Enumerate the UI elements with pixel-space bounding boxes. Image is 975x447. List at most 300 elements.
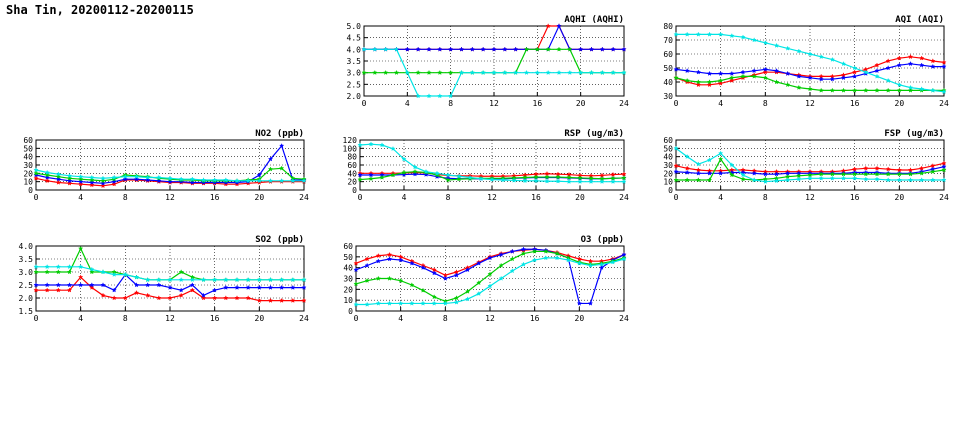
svg-text:24: 24 — [619, 314, 629, 323]
series-marker — [853, 176, 857, 180]
series-marker — [449, 47, 453, 51]
series-marker — [567, 179, 571, 183]
series-marker — [190, 278, 194, 282]
svg-text:0: 0 — [352, 186, 357, 195]
series-marker — [466, 297, 470, 301]
series-marker — [696, 178, 700, 182]
series-marker — [557, 70, 561, 74]
series-marker — [752, 178, 756, 182]
series-marker — [931, 59, 935, 63]
series-marker — [588, 301, 592, 305]
series-marker — [875, 177, 879, 181]
chart-panel-aqi — [650, 12, 950, 112]
series-marker — [707, 32, 711, 36]
svg-text:4.5: 4.5 — [346, 33, 361, 43]
series-marker — [752, 69, 756, 73]
svg-text:30: 30 — [663, 161, 673, 170]
page-title: Sha Tin, 20200112-20200115 — [6, 3, 194, 17]
series-marker — [611, 70, 615, 74]
series-marker — [797, 85, 801, 89]
series-marker — [841, 88, 845, 92]
series-marker — [449, 94, 453, 98]
series-marker — [427, 47, 431, 51]
series-marker — [556, 175, 560, 179]
series-marker — [224, 285, 228, 289]
series-marker — [179, 288, 183, 292]
chart-title: O3 (ppb) — [580, 235, 624, 245]
chart-svg — [330, 12, 630, 112]
series-marker — [446, 173, 450, 177]
series-marker — [246, 285, 250, 289]
series-marker — [524, 70, 528, 74]
series-marker — [67, 270, 71, 274]
series-marker — [730, 34, 734, 38]
series-marker — [387, 301, 391, 305]
series-marker — [454, 296, 458, 300]
series-marker — [373, 70, 377, 74]
series-marker — [438, 94, 442, 98]
series-marker — [112, 272, 116, 276]
series-marker — [235, 296, 239, 300]
series-marker — [56, 283, 60, 287]
series-marker — [387, 257, 391, 261]
svg-text:2.0: 2.0 — [18, 294, 33, 303]
series-marker — [101, 176, 105, 180]
series-marker — [864, 177, 868, 181]
chart-svg — [330, 232, 630, 327]
chart-title: AQI (AQI) — [895, 15, 944, 25]
series-marker — [157, 283, 161, 287]
series-marker — [358, 177, 362, 181]
series-marker — [280, 285, 284, 289]
svg-text:40: 40 — [23, 152, 33, 162]
series-marker — [741, 177, 745, 181]
series-marker — [380, 143, 384, 147]
svg-text:10: 10 — [23, 177, 33, 187]
series-marker — [146, 283, 150, 287]
series-marker — [302, 278, 306, 282]
series-marker — [454, 300, 458, 304]
series-marker — [101, 270, 105, 274]
series-marker — [224, 278, 228, 282]
svg-text:80: 80 — [663, 22, 673, 31]
series-marker — [362, 47, 366, 51]
chart-panel-so2 — [10, 232, 310, 327]
series-marker — [875, 166, 879, 170]
series-marker — [774, 43, 778, 47]
svg-text:20: 20 — [254, 314, 265, 323]
svg-text:20: 20 — [663, 169, 673, 179]
svg-text:50: 50 — [343, 252, 353, 262]
series-marker — [427, 70, 431, 74]
svg-text:16: 16 — [209, 193, 220, 202]
series-marker — [897, 83, 901, 87]
series-marker — [246, 278, 250, 282]
series-marker — [864, 166, 868, 170]
svg-text:20: 20 — [254, 193, 265, 202]
svg-text:12: 12 — [805, 99, 815, 108]
svg-text:20: 20 — [894, 99, 905, 108]
series-marker — [908, 85, 912, 89]
series-marker — [56, 265, 60, 269]
series-marker — [449, 70, 453, 74]
svg-text:120: 120 — [342, 136, 357, 145]
series-marker — [369, 177, 373, 181]
series-marker — [568, 70, 572, 74]
svg-text:10: 10 — [343, 296, 353, 306]
svg-text:40: 40 — [663, 78, 673, 87]
chart-title: AQHI (AQHI) — [564, 15, 624, 25]
series-marker — [79, 265, 83, 269]
series-marker — [45, 265, 49, 269]
series-marker — [67, 283, 71, 287]
series-marker — [886, 178, 890, 182]
series-marker — [685, 166, 689, 170]
series-marker — [373, 47, 377, 51]
series-marker — [730, 71, 734, 75]
series-marker — [470, 70, 474, 74]
series-marker — [354, 268, 358, 272]
series-marker — [763, 172, 767, 176]
series-marker — [707, 71, 711, 75]
svg-text:30: 30 — [663, 92, 673, 101]
svg-text:24: 24 — [619, 99, 629, 108]
series-marker — [67, 174, 71, 178]
series-marker — [719, 78, 723, 82]
series-marker — [376, 276, 380, 280]
chart-panel-o3 — [330, 232, 630, 327]
series-marker — [443, 301, 447, 305]
series-marker — [79, 283, 83, 287]
series-marker — [544, 256, 548, 260]
series-marker — [268, 278, 272, 282]
series-marker — [819, 77, 823, 81]
series-marker — [354, 302, 358, 306]
series-marker — [432, 301, 436, 305]
series-marker — [369, 142, 373, 146]
svg-text:0: 0 — [673, 99, 679, 108]
series-marker — [168, 296, 172, 300]
svg-text:0: 0 — [361, 99, 367, 108]
svg-text:8: 8 — [442, 314, 448, 323]
svg-text:30: 30 — [23, 161, 33, 170]
series-marker — [224, 296, 228, 300]
series-marker — [179, 278, 183, 282]
chart-panel-no2 — [10, 126, 310, 206]
series-marker — [841, 176, 845, 180]
series-marker — [79, 246, 83, 250]
series-marker — [886, 66, 890, 70]
series-marker — [579, 47, 583, 51]
series-marker — [875, 69, 879, 73]
series-marker — [908, 62, 912, 66]
series-marker — [246, 296, 250, 300]
series-marker — [235, 285, 239, 289]
series-marker — [481, 47, 485, 51]
svg-text:100: 100 — [342, 144, 357, 154]
svg-text:0: 0 — [33, 193, 39, 202]
svg-text:20: 20 — [347, 177, 357, 187]
series-marker — [405, 70, 409, 74]
svg-text:20: 20 — [575, 193, 585, 202]
series-marker — [56, 270, 60, 274]
series-marker — [897, 56, 901, 60]
series-marker — [589, 47, 593, 51]
svg-text:8: 8 — [448, 99, 454, 108]
series-marker — [268, 298, 272, 302]
series-marker — [696, 70, 700, 74]
series-marker — [797, 49, 801, 53]
series-marker — [841, 76, 845, 80]
svg-text:4.0: 4.0 — [346, 45, 361, 55]
series-marker — [56, 288, 60, 292]
series-marker — [79, 174, 83, 178]
series-marker — [920, 56, 924, 60]
series-marker — [168, 285, 172, 289]
chart-svg — [10, 232, 310, 327]
svg-text:16: 16 — [849, 193, 860, 202]
series-marker — [741, 70, 745, 74]
series-marker — [524, 47, 528, 51]
series-marker — [457, 174, 461, 178]
svg-text:4.0: 4.0 — [18, 242, 33, 251]
svg-text:60: 60 — [343, 242, 353, 251]
series-marker — [853, 74, 857, 78]
series-marker — [45, 270, 49, 274]
series-marker — [557, 24, 561, 28]
chart-svg — [650, 12, 950, 112]
series-marker — [600, 47, 604, 51]
series-marker — [213, 296, 217, 300]
series-marker — [567, 175, 571, 179]
series-marker — [510, 249, 514, 253]
series-marker — [410, 301, 414, 305]
series-marker — [577, 301, 581, 305]
svg-text:24: 24 — [619, 193, 629, 202]
series-marker — [201, 278, 205, 282]
series-marker — [365, 278, 369, 282]
series-marker — [302, 285, 306, 289]
series-marker — [864, 88, 868, 92]
svg-text:24: 24 — [299, 314, 309, 323]
series-marker — [459, 70, 463, 74]
series-marker — [707, 80, 711, 84]
series-marker — [931, 88, 935, 92]
svg-text:8: 8 — [445, 193, 451, 202]
svg-text:60: 60 — [347, 161, 357, 170]
series-marker — [112, 296, 116, 300]
series-marker — [808, 87, 812, 91]
svg-text:40: 40 — [663, 152, 673, 162]
series-marker — [622, 70, 626, 74]
series-marker — [399, 301, 403, 305]
series-marker — [213, 278, 217, 282]
svg-text:16: 16 — [532, 99, 543, 108]
series-marker — [579, 70, 583, 74]
svg-text:4: 4 — [78, 193, 84, 202]
series-marker — [942, 60, 946, 64]
series-marker — [942, 64, 946, 68]
series-marker — [685, 32, 689, 36]
chart-svg — [10, 126, 310, 206]
series-marker — [421, 301, 425, 305]
series-marker — [384, 70, 388, 74]
series-marker — [674, 32, 678, 36]
series-marker — [719, 32, 723, 36]
series-marker — [365, 302, 369, 306]
svg-text:20: 20 — [574, 314, 585, 323]
series-marker — [886, 88, 890, 92]
series-marker — [752, 38, 756, 42]
series-marker — [34, 265, 38, 269]
series-marker — [45, 170, 49, 174]
series-marker — [875, 88, 879, 92]
series-marker — [897, 178, 901, 182]
series-marker — [146, 278, 150, 282]
svg-text:16: 16 — [209, 314, 220, 323]
series-marker — [589, 70, 593, 74]
series-marker — [763, 179, 767, 183]
series-marker — [416, 94, 420, 98]
svg-text:8: 8 — [762, 193, 768, 202]
series-marker — [179, 293, 183, 297]
series-marker — [786, 71, 790, 75]
chart-title: NO2 (ppb) — [255, 129, 304, 139]
series-marker — [600, 179, 604, 183]
series-marker — [555, 256, 559, 260]
svg-text:30: 30 — [343, 274, 353, 284]
series-marker — [358, 143, 362, 147]
svg-text:12: 12 — [165, 314, 175, 323]
series-marker — [600, 70, 604, 74]
series-marker — [376, 301, 380, 305]
chart-svg — [330, 126, 630, 206]
svg-text:40: 40 — [347, 169, 357, 179]
series-marker — [942, 178, 946, 182]
svg-text:12: 12 — [489, 99, 499, 108]
series-marker — [908, 55, 912, 59]
svg-text:12: 12 — [485, 314, 495, 323]
series-marker — [830, 176, 834, 180]
svg-text:20: 20 — [575, 99, 586, 108]
series-marker — [362, 70, 366, 74]
svg-text:2.5: 2.5 — [18, 281, 33, 290]
series-marker — [707, 171, 711, 175]
svg-text:60: 60 — [663, 50, 673, 59]
svg-text:24: 24 — [939, 193, 949, 202]
series-marker — [384, 47, 388, 51]
svg-text:3.0: 3.0 — [346, 68, 361, 78]
series-marker — [719, 71, 723, 75]
chart-panel-fsp — [650, 126, 950, 206]
series-marker — [34, 288, 38, 292]
series-marker — [90, 175, 94, 179]
series-marker — [492, 47, 496, 51]
series-marker — [886, 167, 890, 171]
svg-text:24: 24 — [299, 193, 309, 202]
svg-text:50: 50 — [663, 144, 673, 154]
series-marker — [45, 288, 49, 292]
series-marker — [853, 88, 857, 92]
svg-text:4: 4 — [404, 99, 410, 108]
series-marker — [685, 69, 689, 73]
series-marker — [302, 298, 306, 302]
svg-text:12: 12 — [805, 193, 815, 202]
svg-text:20: 20 — [343, 285, 353, 295]
series-marker — [897, 63, 901, 67]
svg-text:12: 12 — [165, 193, 175, 202]
series-marker — [622, 47, 626, 51]
svg-text:8: 8 — [762, 99, 768, 108]
svg-text:4: 4 — [401, 193, 407, 202]
series-marker — [786, 83, 790, 87]
series-marker — [438, 47, 442, 51]
series-marker — [897, 88, 901, 92]
series-marker — [556, 179, 560, 183]
series-line — [356, 249, 624, 275]
svg-text:0: 0 — [28, 186, 33, 195]
series-marker — [416, 70, 420, 74]
series-marker — [853, 70, 857, 74]
series-marker — [291, 278, 295, 282]
series-marker — [920, 178, 924, 182]
series-marker — [427, 94, 431, 98]
chart-title: RSP (ug/m3) — [564, 129, 624, 139]
chart-svg — [650, 126, 950, 206]
svg-text:80: 80 — [347, 152, 357, 162]
series-marker — [719, 171, 723, 175]
series-marker — [674, 164, 678, 168]
series-marker — [387, 276, 391, 280]
series-marker — [56, 172, 60, 176]
svg-text:4: 4 — [718, 193, 724, 202]
svg-text:4: 4 — [78, 314, 84, 323]
chart-panel-rsp — [330, 126, 630, 206]
series-marker — [157, 278, 161, 282]
series-marker — [481, 70, 485, 74]
series-marker — [123, 296, 127, 300]
series-marker — [763, 41, 767, 45]
svg-text:0: 0 — [33, 314, 39, 323]
svg-text:16: 16 — [849, 99, 860, 108]
series-marker — [696, 80, 700, 84]
series-marker — [134, 275, 138, 279]
series-marker — [752, 171, 756, 175]
chart-title: FSP (ug/m3) — [884, 129, 944, 139]
series-marker — [34, 168, 38, 172]
svg-text:3.5: 3.5 — [346, 57, 361, 66]
series-marker — [291, 285, 295, 289]
series-marker — [696, 32, 700, 36]
svg-text:8: 8 — [122, 193, 128, 202]
series-marker — [685, 178, 689, 182]
svg-text:60: 60 — [23, 136, 33, 145]
series-marker — [685, 170, 689, 174]
series-marker — [146, 293, 150, 297]
series-marker — [470, 47, 474, 51]
svg-text:4: 4 — [398, 314, 404, 323]
series-marker — [514, 47, 518, 51]
svg-text:2.0: 2.0 — [346, 92, 361, 101]
series-marker — [774, 172, 778, 176]
series-marker — [774, 179, 778, 183]
series-marker — [908, 178, 912, 182]
series-marker — [376, 254, 380, 258]
series-marker — [34, 270, 38, 274]
series-marker — [819, 88, 823, 92]
svg-text:0: 0 — [357, 193, 363, 202]
svg-text:16: 16 — [529, 314, 540, 323]
